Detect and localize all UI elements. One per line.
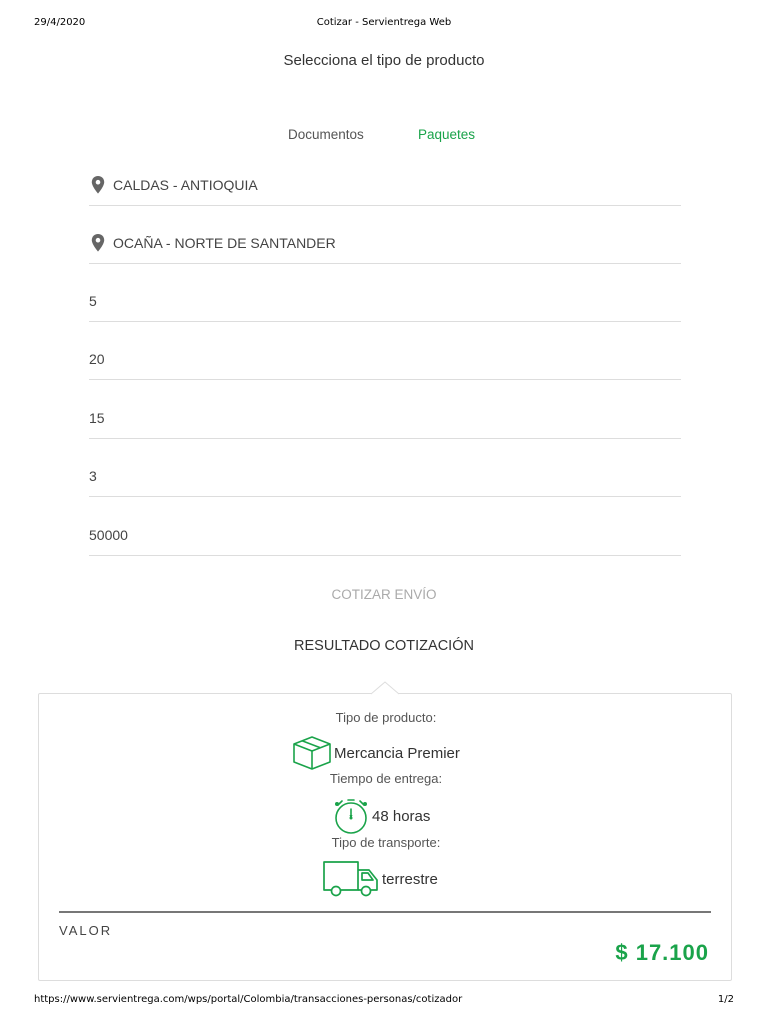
cotizar-envio-button[interactable]: COTIZAR ENVÍO <box>331 587 437 602</box>
print-page-number: 1/2 <box>717 994 734 1005</box>
stopwatch-icon <box>332 797 370 835</box>
result-panel <box>38 693 732 981</box>
delivery-time-label: Tiempo de entrega: <box>329 771 443 786</box>
transport-type-row <box>322 860 438 898</box>
product-type-row <box>292 735 460 771</box>
panel-caret <box>371 681 399 695</box>
input-field-5[interactable] <box>89 409 681 439</box>
input-value-6: 3 <box>89 468 97 484</box>
print-footer <box>0 994 768 1008</box>
print-title: Cotizar - Servientrega Web <box>316 17 452 28</box>
transport-type-value: terrestre <box>382 870 438 888</box>
delivery-time-row <box>332 797 430 835</box>
input-value-4: 20 <box>89 351 105 367</box>
print-url: https://www.servientrega.com/wps/portal/Colombia/transacciones-personas/cotizador <box>34 994 463 1005</box>
product-type-label: Tipo de producto: <box>335 710 437 725</box>
input-field-7[interactable] <box>89 526 681 556</box>
destination-field[interactable] <box>89 234 681 264</box>
tab-documentos[interactable]: Documentos <box>288 127 364 142</box>
box-icon <box>292 735 332 771</box>
input-field-4[interactable] <box>89 350 681 380</box>
print-header <box>0 17 768 31</box>
valor-label: VALOR <box>59 923 113 938</box>
input-field-6[interactable] <box>89 467 681 497</box>
truck-icon <box>322 860 380 898</box>
input-value-7: 50000 <box>89 527 128 543</box>
map-pin-icon <box>91 234 105 252</box>
origin-value: CALDAS - ANTIOQUIA <box>113 177 258 193</box>
destination-value: OCAÑA - NORTE DE SANTANDER <box>113 235 336 251</box>
product-type-value: Mercancia Premier <box>334 744 460 762</box>
page-title: Selecciona el tipo de producto <box>283 52 485 69</box>
valor-amount: $ 17.100 <box>615 940 709 965</box>
divider <box>59 911 711 913</box>
result-title: RESULTADO COTIZACIÓN <box>294 638 474 654</box>
origin-field[interactable] <box>89 176 681 206</box>
print-date: 29/4/2020 <box>34 17 86 28</box>
input-value-5: 15 <box>89 410 105 426</box>
transport-type-label: Tipo de transporte: <box>331 835 441 850</box>
input-value-3: 5 <box>89 293 97 309</box>
input-field-3[interactable] <box>89 292 681 322</box>
delivery-time-value: 48 horas <box>372 807 431 825</box>
map-pin-icon <box>91 176 105 194</box>
tab-paquetes[interactable]: Paquetes <box>418 127 476 142</box>
